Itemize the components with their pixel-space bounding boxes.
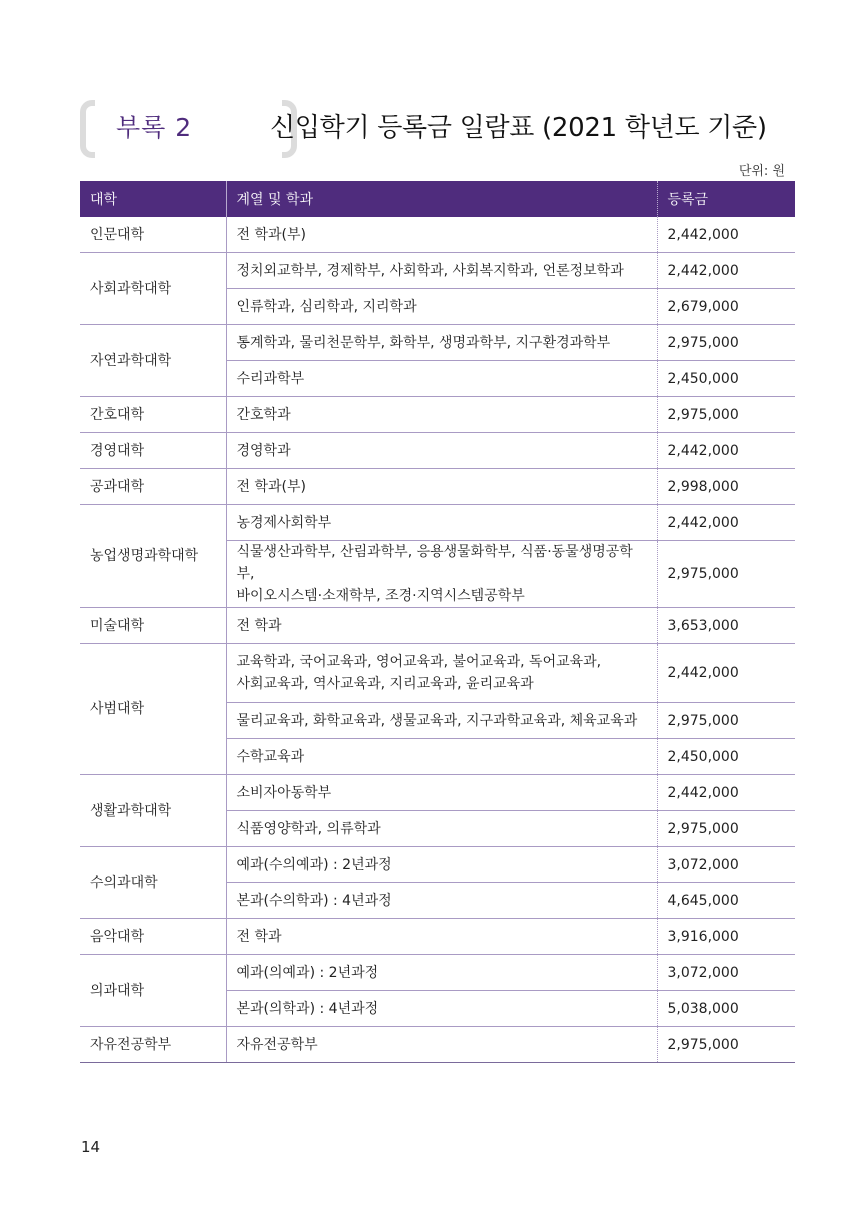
tuition-cell: 2,975,000 (657, 703, 795, 739)
tuition-cell: 2,442,000 (657, 644, 795, 703)
tuition-cell: 2,679,000 (657, 289, 795, 325)
tuition-cell: 2,998,000 (657, 469, 795, 505)
tuition-cell: 2,975,000 (657, 541, 795, 608)
department-cell: 본과(수의학과) : 4년과정 (226, 883, 657, 919)
page-heading (78, 100, 798, 152)
appendix-label: 부록 2 (116, 113, 193, 142)
college-cell: 미술대학 (80, 608, 226, 644)
department-cell: 본과(의학과) : 4년과정 (226, 991, 657, 1027)
table-body (80, 217, 795, 1063)
department-cell: 식물생산과학부, 산림과학부, 응용생물화학부, 식품·동물생명공학부, 바이오시스템·소재학부, 조경·지역시스템공학부 (226, 541, 657, 608)
college-cell: 공과대학 (80, 469, 226, 505)
table-row (80, 608, 795, 644)
unit-note: 단위: 원 (738, 164, 785, 179)
tuition-table (80, 181, 795, 1063)
tuition-cell: 2,975,000 (657, 1027, 795, 1063)
column-header-college: 대학 (80, 181, 226, 217)
table-row (80, 217, 795, 253)
table-row (80, 775, 795, 811)
table-row (80, 505, 795, 541)
department-cell: 교육학과, 국어교육과, 영어교육과, 불어교육과, 독어교육과, 사회교육과, 역사교육과, 지리교육과, 윤리교육과 (226, 644, 657, 703)
table-row (80, 397, 795, 433)
department-cell: 물리교육과, 화학교육과, 생물교육과, 지구과학교육과, 체육교육과 (226, 703, 657, 739)
table-header-row (80, 181, 795, 217)
department-cell: 전 학과(부) (226, 217, 657, 253)
tuition-cell: 5,038,000 (657, 991, 795, 1027)
tuition-cell: 2,975,000 (657, 325, 795, 361)
tuition-cell: 3,072,000 (657, 955, 795, 991)
department-cell: 수리과학부 (226, 361, 657, 397)
page-title: 신입학기 등록금 일람표 (2021 학년도 기준) (270, 113, 767, 143)
left-bracket-decoration (80, 100, 95, 158)
department-cell: 간호학과 (226, 397, 657, 433)
tuition-cell: 3,653,000 (657, 608, 795, 644)
college-cell: 사회과학대학 (80, 253, 226, 325)
college-cell: 자유전공학부 (80, 1027, 226, 1063)
college-cell: 생활과학대학 (80, 775, 226, 847)
table-row (80, 469, 795, 505)
tuition-cell: 2,442,000 (657, 775, 795, 811)
table-row (80, 955, 795, 991)
college-cell: 간호대학 (80, 397, 226, 433)
table-row (80, 919, 795, 955)
department-cell: 경영학과 (226, 433, 657, 469)
tuition-cell: 4,645,000 (657, 883, 795, 919)
tuition-cell: 3,916,000 (657, 919, 795, 955)
college-cell: 의과대학 (80, 955, 226, 1027)
table-row (80, 433, 795, 469)
department-cell: 농경제사회학부 (226, 505, 657, 541)
tuition-cell: 2,442,000 (657, 505, 795, 541)
college-cell: 자연과학대학 (80, 325, 226, 397)
column-header-department: 계열 및 학과 (226, 181, 657, 217)
department-cell: 예과(의예과) : 2년과정 (226, 955, 657, 991)
table-row (80, 253, 795, 289)
department-cell: 통계학과, 물리천문학부, 화학부, 생명과학부, 지구환경과학부 (226, 325, 657, 361)
department-cell: 예과(수의예과) : 2년과정 (226, 847, 657, 883)
table-row (80, 325, 795, 361)
department-cell: 소비자아동학부 (226, 775, 657, 811)
page-number: 14 (81, 1138, 101, 1156)
department-cell: 자유전공학부 (226, 1027, 657, 1063)
college-cell: 인문대학 (80, 217, 226, 253)
table-row (80, 644, 795, 703)
table-row (80, 1027, 795, 1063)
department-cell: 전 학과(부) (226, 469, 657, 505)
college-cell: 수의과대학 (80, 847, 226, 919)
tuition-cell: 3,072,000 (657, 847, 795, 883)
table-row (80, 847, 795, 883)
department-cell: 인류학과, 심리학과, 지리학과 (226, 289, 657, 325)
tuition-cell: 2,442,000 (657, 217, 795, 253)
college-cell: 사범대학 (80, 644, 226, 775)
tuition-cell: 2,975,000 (657, 811, 795, 847)
tuition-cell: 2,442,000 (657, 433, 795, 469)
department-cell: 수학교육과 (226, 739, 657, 775)
department-cell: 전 학과 (226, 608, 657, 644)
tuition-cell: 2,450,000 (657, 739, 795, 775)
college-cell: 농업생명과학대학 (80, 505, 226, 608)
department-cell: 정치외교학부, 경제학부, 사회학과, 사회복지학과, 언론정보학과 (226, 253, 657, 289)
tuition-cell: 2,975,000 (657, 397, 795, 433)
tuition-cell: 2,450,000 (657, 361, 795, 397)
college-cell: 경영대학 (80, 433, 226, 469)
department-cell: 식품영양학과, 의류학과 (226, 811, 657, 847)
column-header-tuition: 등록금 (657, 181, 795, 217)
college-cell: 음악대학 (80, 919, 226, 955)
department-cell: 전 학과 (226, 919, 657, 955)
tuition-cell: 2,442,000 (657, 253, 795, 289)
